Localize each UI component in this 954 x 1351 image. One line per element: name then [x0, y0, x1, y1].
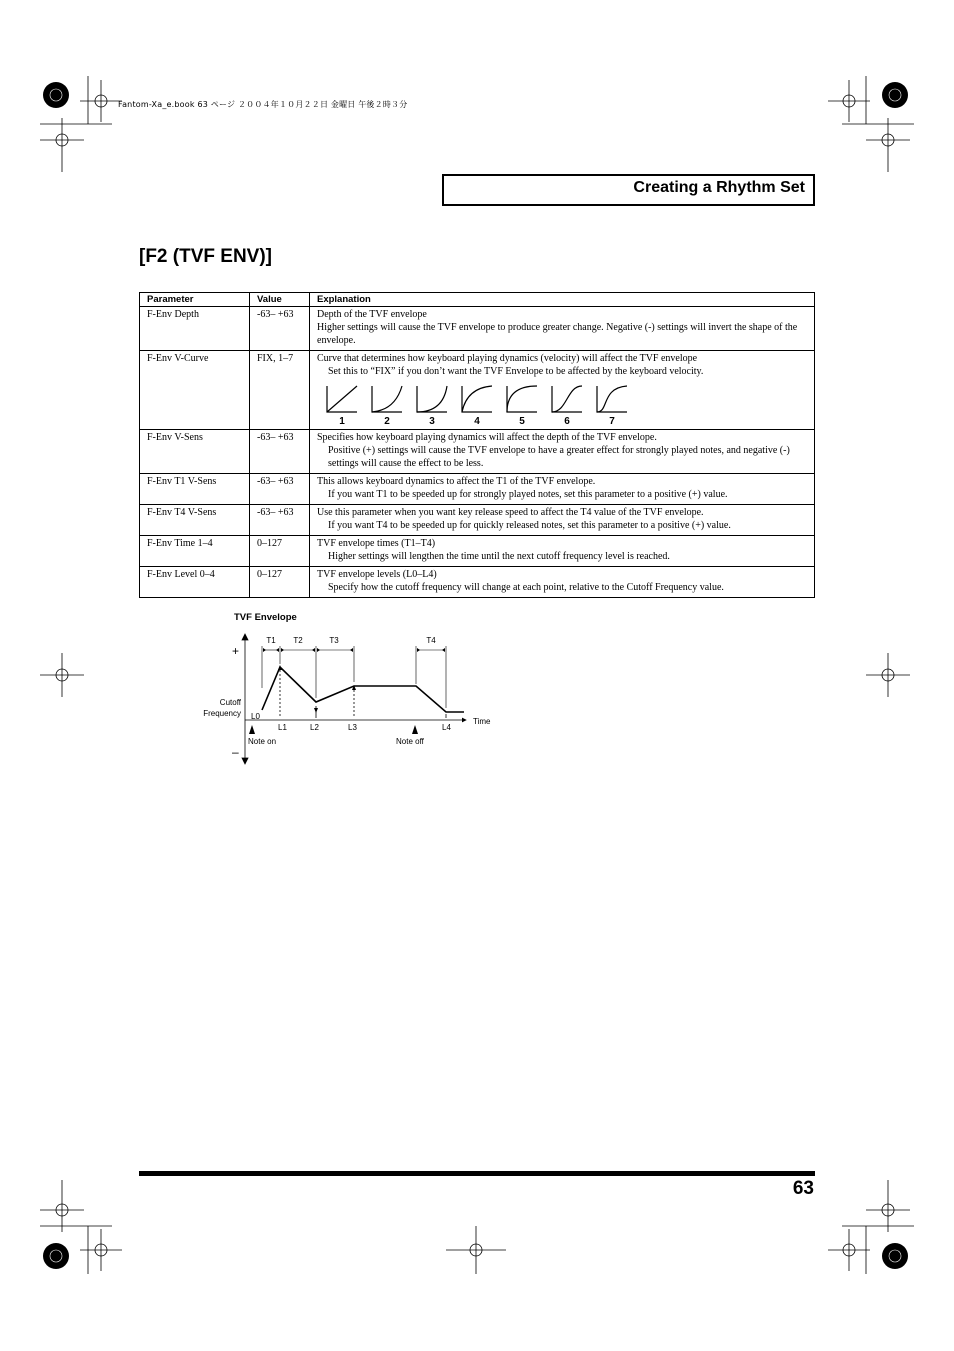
parameter-table	[139, 292, 815, 598]
curve-3-icon	[417, 386, 447, 412]
parameter-cell: F-Env Level 0–4	[140, 567, 250, 598]
velocity-curves-diagram	[317, 382, 637, 426]
minus-label: –	[232, 745, 239, 759]
curve-5-icon	[507, 386, 537, 412]
table-row	[140, 536, 815, 567]
column-header: Value	[250, 293, 310, 307]
column-header: Explanation	[310, 293, 815, 307]
explanation-line: Higher settings will lengthen the time until the next cutoff frequency level is reached.	[328, 551, 670, 562]
level-label: L4	[442, 723, 451, 732]
parameter-cell: F-Env T1 V-Sens	[140, 474, 250, 505]
envelope-line	[262, 667, 464, 712]
note-off-label: Note off	[396, 737, 424, 746]
table-row	[140, 474, 815, 505]
explanation-cell	[310, 536, 815, 567]
note-on-label: Note on	[248, 737, 277, 746]
file-info: Fantom-Xa_e.book 63 ページ ２００４年１０月２２日 金曜日 午後２時３分	[118, 100, 408, 109]
time-label: T1	[266, 636, 276, 645]
parameter-cell: F-Env Depth	[140, 307, 250, 351]
explanation-line: Positive (+) settings will cause the TVF envelope to have a greater effect for strongly played notes, and negative (-) settings will cause the effect to be less.	[328, 445, 790, 469]
value-cell: -63– +63	[250, 474, 310, 505]
value-cell: -63– +63	[250, 430, 310, 474]
explanation-line: Specifies how keyboard playing dynamics will affect the depth of the TVF envelope.	[317, 432, 657, 443]
level-label: L3	[348, 723, 357, 732]
time-label: T4	[426, 636, 436, 645]
curve-label: 1	[339, 416, 345, 426]
explanation-line: Set this to “FIX” if you don’t want the TVF Envelope to be affected by the keyboard velocity.	[328, 366, 704, 377]
explanation-line: Specify how the cutoff frequency will change at each point, relative to the Cutoff Frequency value.	[328, 582, 724, 593]
table-row	[140, 505, 815, 536]
explanation-line: Depth of the TVF envelope	[317, 309, 427, 320]
explanation-line: Higher settings will cause the TVF envelope to produce greater change. Negative (-) settings will invert the shape of the envelope.	[317, 322, 798, 346]
explanation-cell	[310, 307, 815, 351]
page-number: 63	[792, 1178, 814, 1199]
footer-rule	[139, 1171, 815, 1176]
explanation-cell	[310, 474, 815, 505]
value-cell: 0–127	[250, 567, 310, 598]
note-off-marker	[412, 725, 418, 734]
y-axis-label: Frequency	[203, 709, 241, 718]
section-title: Creating a Rhythm Set	[633, 179, 805, 196]
value-cell: -63– +63	[250, 307, 310, 351]
level-label: L1	[278, 723, 287, 732]
explanation-cell	[310, 567, 815, 598]
tvf-envelope-diagram	[190, 628, 510, 768]
value-cell: -63– +63	[250, 505, 310, 536]
curve-label: 5	[519, 416, 525, 426]
plus-label: +	[232, 644, 240, 658]
level-label: L2	[310, 723, 319, 732]
table-row	[140, 430, 815, 474]
value-cell: FIX, 1–7	[250, 351, 310, 430]
value-cell: 0–127	[250, 536, 310, 567]
curve-4-icon	[462, 386, 492, 412]
explanation-line: If you want T4 to be speeded up for quickly released notes, set this parameter to a positive (+) value.	[328, 520, 731, 531]
curve-6-icon	[552, 386, 582, 412]
parameter-cell: F-Env T4 V-Sens	[140, 505, 250, 536]
explanation-line: TVF envelope times (T1–T4)	[317, 538, 436, 549]
time-label: T3	[329, 636, 339, 645]
curve-label: 4	[474, 416, 480, 426]
curve-label: 3	[429, 416, 435, 426]
curve-2-icon	[372, 386, 402, 412]
table-row	[140, 307, 815, 351]
parameter-cell: F-Env Time 1–4	[140, 536, 250, 567]
curve-7-icon	[597, 386, 627, 412]
curve-label: 6	[564, 416, 570, 426]
envelope-title: TVF Envelope	[234, 612, 297, 623]
table-row	[140, 351, 815, 430]
column-header: Parameter	[140, 293, 250, 307]
y-axis-label: Cutoff	[219, 698, 241, 707]
page-heading: [F2 (TVF ENV)]	[139, 246, 272, 267]
curve-label: 7	[609, 416, 615, 426]
table-header-row	[140, 293, 815, 307]
parameter-cell: F-Env V-Curve	[140, 351, 250, 430]
explanation-line: This allows keyboard dynamics to affect the T1 of the TVF envelope.	[317, 476, 596, 487]
explanation-cell	[310, 505, 815, 536]
explanation-line: If you want T1 to be speeded up for strongly played notes, set this parameter to a positive (+) value.	[328, 489, 728, 500]
section-title-box	[442, 174, 815, 206]
curve-1-icon	[327, 386, 357, 412]
explanation-line: TVF envelope levels (L0–L4)	[317, 569, 437, 580]
parameter-cell: F-Env V-Sens	[140, 430, 250, 474]
time-label: T2	[293, 636, 303, 645]
explanation-cell	[310, 430, 815, 474]
level-label: L0	[251, 712, 260, 721]
table-row	[140, 567, 815, 598]
explanation-line: Use this parameter when you want key release speed to affect the T4 value of the TVF envelope.	[317, 507, 704, 518]
explanation-line: Curve that determines how keyboard playing dynamics (velocity) will affect the TVF envelope	[317, 353, 698, 364]
curve-label: 2	[384, 416, 390, 426]
explanation-cell	[310, 351, 815, 430]
x-axis-label: Time	[473, 717, 491, 726]
note-on-marker	[249, 725, 255, 734]
